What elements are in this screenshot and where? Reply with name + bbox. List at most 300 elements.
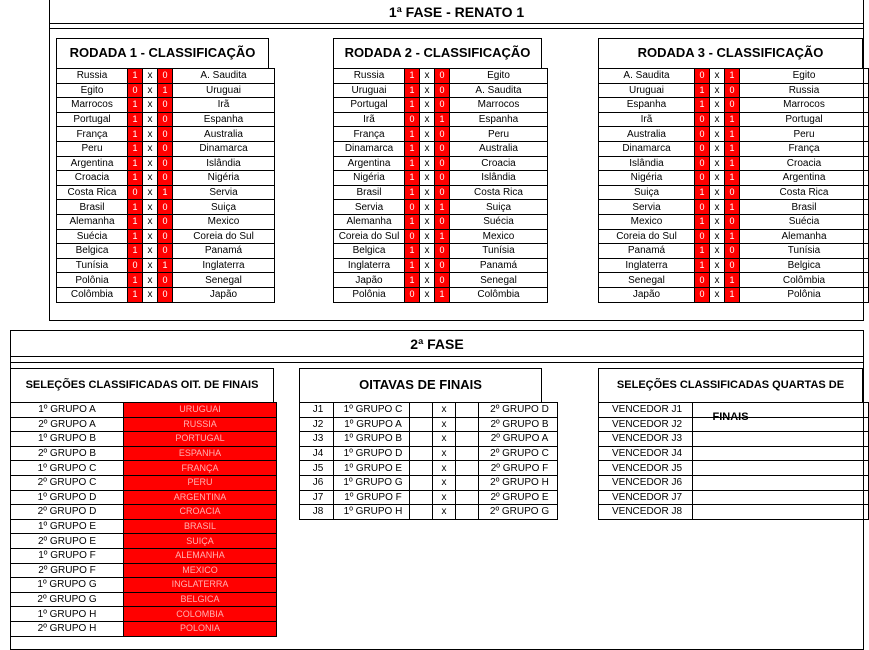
versus-cell[interactable]: x — [433, 505, 456, 520]
away-score-cell[interactable]: 1 — [158, 258, 173, 273]
versus-cell[interactable]: x — [710, 229, 725, 244]
winner-label-cell[interactable]: VENCEDOR J1 — [599, 403, 693, 418]
versus-cell[interactable]: x — [433, 446, 456, 461]
home-score-cell[interactable]: 1 — [405, 273, 420, 288]
home-score-cell[interactable]: 1 — [128, 244, 143, 259]
versus-cell[interactable]: x — [710, 69, 725, 84]
versus-cell[interactable]: x — [710, 273, 725, 288]
away-score-cell[interactable]: 0 — [158, 244, 173, 259]
home-score-cell[interactable]: 1 — [128, 98, 143, 113]
home-score-cell[interactable]: 1 — [128, 141, 143, 156]
home-score-cell[interactable]: 1 — [405, 98, 420, 113]
home-team-cell[interactable]: Alemanha — [334, 214, 405, 229]
group-position-cell[interactable]: 1º GRUPO C — [11, 461, 124, 476]
versus-cell[interactable]: x — [420, 200, 435, 215]
versus-cell[interactable]: x — [420, 273, 435, 288]
winner-team-cell[interactable] — [693, 417, 869, 432]
versus-cell[interactable]: x — [433, 461, 456, 476]
away-score-cell[interactable]: 1 — [725, 69, 740, 84]
home-score-cell[interactable]: 0 — [695, 287, 710, 302]
home-score-cell[interactable]: 1 — [128, 273, 143, 288]
home-team-cell[interactable]: Alemanha — [57, 214, 128, 229]
away-score-cell[interactable]: 0 — [435, 214, 450, 229]
away-team-cell[interactable]: Colômbia — [450, 287, 548, 302]
game-id-cell[interactable]: J2 — [300, 417, 334, 432]
home-team-cell[interactable]: A. Saudita — [599, 69, 695, 84]
versus-cell[interactable]: x — [433, 417, 456, 432]
qualified-team-cell[interactable]: PORTUGAL — [124, 432, 277, 447]
away-team-cell[interactable]: Marrocos — [740, 98, 869, 113]
home-score-cell[interactable]: 1 — [405, 127, 420, 142]
versus-cell[interactable]: x — [710, 244, 725, 259]
home-team-cell[interactable]: Nigéria — [334, 171, 405, 186]
away-team-cell[interactable]: Croacia — [450, 156, 548, 171]
home-team-cell[interactable]: Colômbia — [57, 287, 128, 302]
home-team-cell[interactable]: Croacia — [57, 171, 128, 186]
versus-cell[interactable]: x — [710, 98, 725, 113]
away-score-cell[interactable]: 1 — [435, 112, 450, 127]
away-score-cell[interactable]: 0 — [435, 69, 450, 84]
group-position-cell[interactable]: 1º GRUPO G — [11, 578, 124, 593]
versus-cell[interactable]: x — [143, 244, 158, 259]
away-score-cell[interactable] — [456, 446, 479, 461]
home-score-cell[interactable]: 0 — [405, 200, 420, 215]
away-score-cell[interactable]: 1 — [725, 287, 740, 302]
versus-cell[interactable]: x — [420, 112, 435, 127]
away-score-cell[interactable] — [456, 417, 479, 432]
away-score-cell[interactable]: 0 — [158, 141, 173, 156]
winner-label-cell[interactable]: VENCEDOR J5 — [599, 461, 693, 476]
group-position-cell[interactable]: 1º GRUPO F — [11, 548, 124, 563]
home-team-cell[interactable]: Japão — [599, 287, 695, 302]
home-score-cell[interactable]: 1 — [128, 214, 143, 229]
away-score-cell[interactable]: 1 — [725, 200, 740, 215]
home-score-cell[interactable]: 0 — [405, 287, 420, 302]
away-team-cell[interactable]: Polônia — [740, 287, 869, 302]
away-team-cell[interactable]: Croacia — [740, 156, 869, 171]
home-score-cell[interactable]: 0 — [695, 141, 710, 156]
home-score-cell[interactable]: 1 — [695, 244, 710, 259]
home-score-cell[interactable]: 0 — [695, 156, 710, 171]
home-score-cell[interactable]: 0 — [405, 112, 420, 127]
home-score-cell[interactable]: 0 — [695, 229, 710, 244]
winner-team-cell[interactable] — [693, 432, 869, 447]
away-team-cell[interactable]: Islândia — [450, 171, 548, 186]
versus-cell[interactable]: x — [433, 403, 456, 418]
winner-team-cell[interactable] — [693, 475, 869, 490]
home-team-cell[interactable]: Irã — [599, 112, 695, 127]
group-position-cell[interactable]: 1º GRUPO H — [11, 607, 124, 622]
home-team-cell[interactable]: Nigéria — [599, 171, 695, 186]
game-id-cell[interactable]: J6 — [300, 475, 334, 490]
home-score-cell[interactable] — [410, 432, 433, 447]
away-team-cell[interactable]: Coreia do Sul — [173, 229, 275, 244]
away-team-cell[interactable]: Mexico — [173, 214, 275, 229]
group-position-cell[interactable]: 1º GRUPO A — [11, 403, 124, 418]
home-team-cell[interactable]: Uruguai — [599, 83, 695, 98]
home-team-cell[interactable]: Portugal — [334, 98, 405, 113]
away-score-cell[interactable]: 0 — [725, 214, 740, 229]
group-position-cell[interactable]: 2º GRUPO C — [11, 475, 124, 490]
away-score-cell[interactable]: 0 — [158, 69, 173, 84]
home-score-cell[interactable]: 1 — [405, 69, 420, 84]
home-team-cell[interactable]: Panamá — [599, 244, 695, 259]
home-team-cell[interactable]: Brasil — [57, 200, 128, 215]
away-score-cell[interactable]: 1 — [725, 171, 740, 186]
versus-cell[interactable]: x — [420, 258, 435, 273]
home-team-cell[interactable]: Espanha — [599, 98, 695, 113]
home-team-cell[interactable]: Belgica — [334, 244, 405, 259]
away-score-cell[interactable]: 0 — [158, 273, 173, 288]
group-position-cell[interactable]: 2º GRUPO A — [11, 417, 124, 432]
versus-cell[interactable]: x — [710, 83, 725, 98]
home-team-cell[interactable]: Argentina — [57, 156, 128, 171]
away-team-cell[interactable]: França — [740, 141, 869, 156]
home-score-cell[interactable]: 1 — [405, 185, 420, 200]
away-score-cell[interactable]: 0 — [158, 98, 173, 113]
versus-cell[interactable]: x — [420, 98, 435, 113]
away-team-cell[interactable]: Panamá — [450, 258, 548, 273]
home-slot-cell[interactable]: 1º GRUPO H — [334, 505, 410, 520]
away-team-cell[interactable]: Irã — [173, 98, 275, 113]
home-score-cell[interactable] — [410, 461, 433, 476]
winner-team-cell[interactable] — [693, 505, 869, 520]
home-score-cell[interactable] — [410, 490, 433, 505]
winner-label-cell[interactable]: VENCEDOR J8 — [599, 505, 693, 520]
versus-cell[interactable]: x — [143, 287, 158, 302]
away-score-cell[interactable] — [456, 490, 479, 505]
home-team-cell[interactable]: Polônia — [57, 273, 128, 288]
away-team-cell[interactable]: Costa Rica — [450, 185, 548, 200]
group-position-cell[interactable]: 2º GRUPO D — [11, 505, 124, 520]
away-score-cell[interactable]: 0 — [158, 127, 173, 142]
home-team-cell[interactable]: Belgica — [57, 244, 128, 259]
versus-cell[interactable]: x — [710, 287, 725, 302]
home-team-cell[interactable]: Islândia — [599, 156, 695, 171]
away-score-cell[interactable]: 0 — [435, 171, 450, 186]
home-score-cell[interactable] — [410, 446, 433, 461]
away-team-cell[interactable]: Costa Rica — [740, 185, 869, 200]
away-score-cell[interactable] — [456, 403, 479, 418]
away-score-cell[interactable]: 0 — [435, 127, 450, 142]
versus-cell[interactable]: x — [710, 127, 725, 142]
away-team-cell[interactable]: Servia — [173, 185, 275, 200]
home-team-cell[interactable]: Servia — [334, 200, 405, 215]
away-slot-cell[interactable]: 2º GRUPO H — [479, 475, 558, 490]
away-team-cell[interactable]: Japão — [173, 287, 275, 302]
away-score-cell[interactable]: 1 — [725, 156, 740, 171]
away-team-cell[interactable]: Egito — [450, 69, 548, 84]
away-team-cell[interactable]: A. Saudita — [450, 83, 548, 98]
away-slot-cell[interactable]: 2º GRUPO G — [479, 505, 558, 520]
away-score-cell[interactable]: 1 — [725, 273, 740, 288]
home-score-cell[interactable]: 1 — [405, 141, 420, 156]
away-score-cell[interactable]: 0 — [158, 287, 173, 302]
winner-team-cell[interactable] — [693, 461, 869, 476]
qualified-team-cell[interactable]: ARGENTINA — [124, 490, 277, 505]
versus-cell[interactable]: x — [420, 127, 435, 142]
qualified-team-cell[interactable]: RUSSIA — [124, 417, 277, 432]
away-score-cell[interactable]: 0 — [435, 244, 450, 259]
home-score-cell[interactable]: 1 — [128, 127, 143, 142]
group-position-cell[interactable]: 1º GRUPO E — [11, 519, 124, 534]
home-score-cell[interactable]: 1 — [405, 156, 420, 171]
home-team-cell[interactable]: Brasil — [334, 185, 405, 200]
versus-cell[interactable]: x — [710, 258, 725, 273]
group-position-cell[interactable]: 2º GRUPO G — [11, 592, 124, 607]
away-team-cell[interactable]: Colômbia — [740, 273, 869, 288]
away-team-cell[interactable]: Portugal — [740, 112, 869, 127]
away-team-cell[interactable]: Inglaterra — [173, 258, 275, 273]
game-id-cell[interactable]: J3 — [300, 432, 334, 447]
away-score-cell[interactable]: 1 — [435, 287, 450, 302]
home-team-cell[interactable]: Costa Rica — [57, 185, 128, 200]
versus-cell[interactable]: x — [143, 156, 158, 171]
versus-cell[interactable]: x — [143, 112, 158, 127]
versus-cell[interactable]: x — [143, 98, 158, 113]
home-team-cell[interactable]: Mexico — [599, 214, 695, 229]
qualified-team-cell[interactable]: MEXICO — [124, 563, 277, 578]
home-team-cell[interactable]: Tunísia — [57, 258, 128, 273]
game-id-cell[interactable]: J4 — [300, 446, 334, 461]
away-score-cell[interactable]: 0 — [435, 83, 450, 98]
away-score-cell[interactable]: 0 — [435, 98, 450, 113]
versus-cell[interactable]: x — [143, 185, 158, 200]
away-score-cell[interactable] — [456, 461, 479, 476]
home-score-cell[interactable]: 0 — [695, 127, 710, 142]
versus-cell[interactable]: x — [143, 229, 158, 244]
away-score-cell[interactable] — [456, 432, 479, 447]
home-slot-cell[interactable]: 1º GRUPO C — [334, 403, 410, 418]
home-team-cell[interactable]: Coreia do Sul — [599, 229, 695, 244]
away-score-cell[interactable]: 0 — [435, 185, 450, 200]
away-team-cell[interactable]: Alemanha — [740, 229, 869, 244]
away-score-cell[interactable]: 0 — [725, 258, 740, 273]
home-team-cell[interactable]: Uruguai — [334, 83, 405, 98]
home-score-cell[interactable]: 1 — [128, 229, 143, 244]
winner-label-cell[interactable]: VENCEDOR J3 — [599, 432, 693, 447]
away-team-cell[interactable]: Australia — [450, 141, 548, 156]
versus-cell[interactable]: x — [433, 475, 456, 490]
away-team-cell[interactable]: Senegal — [450, 273, 548, 288]
away-team-cell[interactable]: Russia — [740, 83, 869, 98]
versus-cell[interactable]: x — [143, 141, 158, 156]
away-score-cell[interactable]: 0 — [158, 229, 173, 244]
home-score-cell[interactable]: 0 — [695, 273, 710, 288]
away-team-cell[interactable]: Suécia — [740, 214, 869, 229]
versus-cell[interactable]: x — [710, 214, 725, 229]
home-score-cell[interactable]: 1 — [405, 83, 420, 98]
home-team-cell[interactable]: Irã — [334, 112, 405, 127]
versus-cell[interactable]: x — [710, 185, 725, 200]
home-team-cell[interactable]: Russia — [334, 69, 405, 84]
home-score-cell[interactable]: 0 — [128, 185, 143, 200]
away-team-cell[interactable]: Australia — [173, 127, 275, 142]
home-score-cell[interactable]: 1 — [695, 83, 710, 98]
away-score-cell[interactable]: 0 — [725, 244, 740, 259]
home-score-cell[interactable]: 1 — [405, 171, 420, 186]
home-team-cell[interactable]: Argentina — [334, 156, 405, 171]
away-team-cell[interactable]: Peru — [450, 127, 548, 142]
versus-cell[interactable]: x — [143, 214, 158, 229]
home-team-cell[interactable]: Australia — [599, 127, 695, 142]
game-id-cell[interactable]: J5 — [300, 461, 334, 476]
home-score-cell[interactable]: 1 — [128, 112, 143, 127]
home-score-cell[interactable] — [410, 417, 433, 432]
home-score-cell[interactable]: 1 — [405, 244, 420, 259]
home-team-cell[interactable]: Peru — [57, 141, 128, 156]
home-team-cell[interactable]: Dinamarca — [334, 141, 405, 156]
home-score-cell[interactable]: 0 — [405, 229, 420, 244]
versus-cell[interactable]: x — [420, 214, 435, 229]
group-position-cell[interactable]: 2º GRUPO B — [11, 446, 124, 461]
versus-cell[interactable]: x — [143, 258, 158, 273]
away-score-cell[interactable]: 0 — [435, 273, 450, 288]
group-position-cell[interactable]: 1º GRUPO D — [11, 490, 124, 505]
away-score-cell[interactable]: 1 — [158, 185, 173, 200]
home-slot-cell[interactable]: 1º GRUPO G — [334, 475, 410, 490]
away-score-cell[interactable]: 0 — [158, 200, 173, 215]
qualified-team-cell[interactable]: FRANÇA — [124, 461, 277, 476]
qualified-team-cell[interactable]: POLONIA — [124, 621, 277, 636]
away-score-cell[interactable]: 0 — [158, 171, 173, 186]
home-team-cell[interactable]: Russia — [57, 69, 128, 84]
qualified-team-cell[interactable]: ESPANHA — [124, 446, 277, 461]
winner-label-cell[interactable]: VENCEDOR J6 — [599, 475, 693, 490]
home-team-cell[interactable]: Portugal — [57, 112, 128, 127]
qualified-team-cell[interactable]: SUIÇA — [124, 534, 277, 549]
away-score-cell[interactable]: 0 — [725, 83, 740, 98]
away-team-cell[interactable]: Marrocos — [450, 98, 548, 113]
home-score-cell[interactable]: 1 — [128, 156, 143, 171]
away-team-cell[interactable]: Tunísia — [740, 244, 869, 259]
group-position-cell[interactable]: 2º GRUPO H — [11, 621, 124, 636]
home-score-cell[interactable] — [410, 403, 433, 418]
versus-cell[interactable]: x — [420, 229, 435, 244]
versus-cell[interactable]: x — [143, 171, 158, 186]
home-team-cell[interactable]: Inglaterra — [334, 258, 405, 273]
away-team-cell[interactable]: Nigéria — [173, 171, 275, 186]
home-team-cell[interactable]: Japão — [334, 273, 405, 288]
group-position-cell[interactable]: 1º GRUPO B — [11, 432, 124, 447]
away-score-cell[interactable]: 1 — [158, 83, 173, 98]
home-slot-cell[interactable]: 1º GRUPO F — [334, 490, 410, 505]
away-team-cell[interactable]: Egito — [740, 69, 869, 84]
versus-cell[interactable]: x — [420, 244, 435, 259]
away-score-cell[interactable]: 0 — [725, 185, 740, 200]
home-score-cell[interactable]: 1 — [128, 171, 143, 186]
home-score-cell[interactable] — [410, 475, 433, 490]
away-team-cell[interactable]: Espanha — [173, 112, 275, 127]
away-score-cell[interactable]: 1 — [725, 141, 740, 156]
home-score-cell[interactable]: 1 — [128, 287, 143, 302]
versus-cell[interactable]: x — [710, 171, 725, 186]
home-team-cell[interactable]: Servia — [599, 200, 695, 215]
away-slot-cell[interactable]: 2º GRUPO D — [479, 403, 558, 418]
home-score-cell[interactable]: 1 — [405, 258, 420, 273]
home-team-cell[interactable]: Inglaterra — [599, 258, 695, 273]
away-slot-cell[interactable]: 2º GRUPO A — [479, 432, 558, 447]
away-team-cell[interactable]: Argentina — [740, 171, 869, 186]
home-score-cell[interactable]: 1 — [128, 200, 143, 215]
versus-cell[interactable]: x — [710, 112, 725, 127]
home-slot-cell[interactable]: 1º GRUPO B — [334, 432, 410, 447]
home-team-cell[interactable]: Dinamarca — [599, 141, 695, 156]
home-score-cell[interactable]: 1 — [695, 214, 710, 229]
home-slot-cell[interactable]: 1º GRUPO A — [334, 417, 410, 432]
home-team-cell[interactable]: França — [334, 127, 405, 142]
away-score-cell[interactable]: 0 — [158, 112, 173, 127]
winner-label-cell[interactable]: VENCEDOR J4 — [599, 446, 693, 461]
qualified-team-cell[interactable]: PERU — [124, 475, 277, 490]
home-score-cell[interactable]: 1 — [695, 185, 710, 200]
versus-cell[interactable]: x — [710, 156, 725, 171]
home-team-cell[interactable]: Senegal — [599, 273, 695, 288]
away-score-cell[interactable]: 0 — [725, 98, 740, 113]
versus-cell[interactable]: x — [420, 141, 435, 156]
winner-team-cell[interactable] — [693, 490, 869, 505]
away-score-cell[interactable] — [456, 505, 479, 520]
group-position-cell[interactable]: 2º GRUPO E — [11, 534, 124, 549]
versus-cell[interactable]: x — [143, 69, 158, 84]
qualified-team-cell[interactable]: COLOMBIA — [124, 607, 277, 622]
away-team-cell[interactable]: Panamá — [173, 244, 275, 259]
away-score-cell[interactable]: 0 — [158, 214, 173, 229]
home-score-cell[interactable]: 1 — [405, 214, 420, 229]
home-team-cell[interactable]: Marrocos — [57, 98, 128, 113]
versus-cell[interactable]: x — [433, 432, 456, 447]
home-score-cell[interactable]: 0 — [695, 171, 710, 186]
versus-cell[interactable]: x — [420, 171, 435, 186]
winner-label-cell[interactable]: VENCEDOR J7 — [599, 490, 693, 505]
versus-cell[interactable]: x — [420, 69, 435, 84]
away-score-cell[interactable]: 0 — [435, 141, 450, 156]
winner-team-cell[interactable] — [693, 446, 869, 461]
versus-cell[interactable]: x — [420, 185, 435, 200]
versus-cell[interactable]: x — [420, 83, 435, 98]
winner-team-cell[interactable] — [693, 403, 869, 418]
home-score-cell[interactable]: 0 — [695, 112, 710, 127]
away-team-cell[interactable]: Dinamarca — [173, 141, 275, 156]
away-team-cell[interactable]: Espanha — [450, 112, 548, 127]
home-team-cell[interactable]: Egito — [57, 83, 128, 98]
away-slot-cell[interactable]: 2º GRUPO B — [479, 417, 558, 432]
versus-cell[interactable]: x — [143, 127, 158, 142]
away-team-cell[interactable]: Suiça — [173, 200, 275, 215]
versus-cell[interactable]: x — [420, 287, 435, 302]
away-score-cell[interactable]: 0 — [435, 258, 450, 273]
home-team-cell[interactable]: Suécia — [57, 229, 128, 244]
home-team-cell[interactable]: França — [57, 127, 128, 142]
qualified-team-cell[interactable]: CROACIA — [124, 505, 277, 520]
away-score-cell[interactable]: 1 — [725, 112, 740, 127]
home-score-cell[interactable]: 0 — [128, 258, 143, 273]
versus-cell[interactable]: x — [143, 200, 158, 215]
away-team-cell[interactable]: Tunísia — [450, 244, 548, 259]
away-team-cell[interactable]: Uruguai — [173, 83, 275, 98]
home-slot-cell[interactable]: 1º GRUPO E — [334, 461, 410, 476]
home-score-cell[interactable]: 1 — [695, 258, 710, 273]
versus-cell[interactable]: x — [420, 156, 435, 171]
away-slot-cell[interactable]: 2º GRUPO E — [479, 490, 558, 505]
away-team-cell[interactable]: Peru — [740, 127, 869, 142]
home-score-cell[interactable]: 0 — [128, 83, 143, 98]
away-score-cell[interactable]: 1 — [435, 229, 450, 244]
away-team-cell[interactable]: Senegal — [173, 273, 275, 288]
home-score-cell[interactable]: 1 — [695, 98, 710, 113]
away-team-cell[interactable]: Belgica — [740, 258, 869, 273]
home-score-cell[interactable]: 0 — [695, 200, 710, 215]
